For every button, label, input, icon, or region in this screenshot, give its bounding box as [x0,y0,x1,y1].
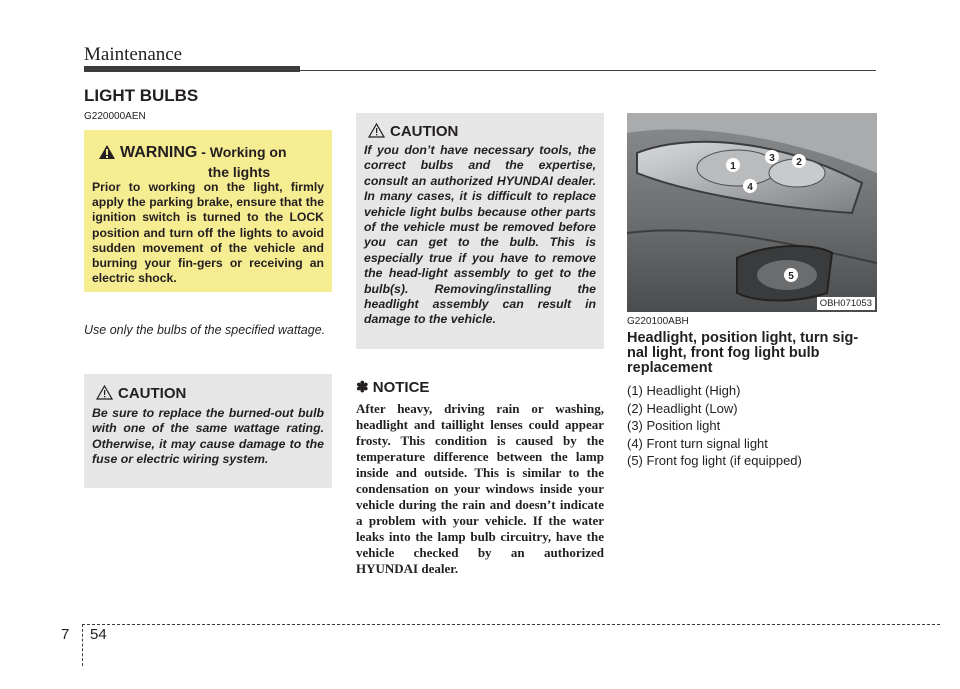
footer-rule [82,624,940,625]
list-item: (1) Headlight (High) [627,383,741,398]
callout-4: 4 [747,182,753,193]
caution-middle-body: If you don’t have necessary tools, the correct bulbs and the expertise, consult an authorized HYUNDAI dealer. In many cases, it is difficult to replace vehicle light bulbs because other parts of the vehicle must be removed before you can get to the bulb. This is especially true if you have to remove the head-light assembly to get to the bulb(s). Removing/installing the headlight assembly can result in damage to the vehicle. [364,143,596,327]
header-bar [84,66,300,72]
chapter-number: 7 [61,626,70,643]
warning-triangle-icon [98,144,116,160]
caution-middle-title: CAUTION [390,123,459,140]
list-item: (3) Position light [627,418,721,433]
callout-3: 3 [769,153,775,164]
section-title: LIGHT BULBS [84,86,199,105]
callout-5: 5 [788,271,794,282]
warning-subtitle-2: the lights [208,164,271,180]
caution-triangle-icon [96,385,113,400]
bulb-list [627,382,802,470]
callout-2: 2 [796,157,802,168]
header-rule [300,70,876,71]
caution-triangle-icon [368,123,385,138]
caution-box-left [84,374,332,488]
list-item: (2) Headlight (Low) [627,400,738,416]
headlight-illustration [627,113,877,312]
photo-code-label: OBH071053 [817,297,875,310]
page-number: 54 [90,626,107,643]
notice-title: ✽ NOTICE [356,379,430,396]
caution-left-title: CAUTION [118,385,187,402]
warning-box [84,130,332,292]
warning-word: WARNING [120,144,198,161]
warning-body: Prior to working on the light, firmly apply the parking brake, ensure that the ignition switch is turned to the LOCK position and turn off the lights to avoid sudden movement of the vehicle and burning your fin-gers or receiving an electric shock. [92,180,324,286]
list-item: (5) Front fog light (if equipped) [627,453,802,468]
page-header-title: Maintenance [84,44,183,65]
warning-heading [120,144,320,162]
wattage-note: Use only the bulbs of the specified wattage. [84,323,326,337]
headlight-photo [627,113,877,312]
caution-left-body: Be sure to replace the burned-out bulb with one of the same wattage rating. Otherwise, it may cause damage to the fuse or electric wiring system. [92,406,324,467]
notice-body: After heavy, driving rain or washing, headlight and taillight lenses could appear frosty. This condition is caused by the temperature difference between the lamp inside and outside. This is similar to the condensation on your windows inside your vehicle during the rain and doesn’t indicate a problem with your vehicle. If the water leaks into the lamp bulb circuitry, have the vehicle checked by an authorized HYUNDAI dealer. [356,401,604,576]
section-code: G220000AEN [84,111,146,122]
footer-divider [82,624,83,666]
right-section-title: Headlight, position light, turn sig-nal light, front fog light bulb replacement [627,330,859,376]
list-item: (4) Front turn signal light [627,435,768,451]
right-section-code: G220100ABH [627,316,689,327]
warning-subtitle-1: - Working on [197,144,287,160]
callout-1: 1 [730,161,736,172]
caution-box-middle [356,113,604,349]
